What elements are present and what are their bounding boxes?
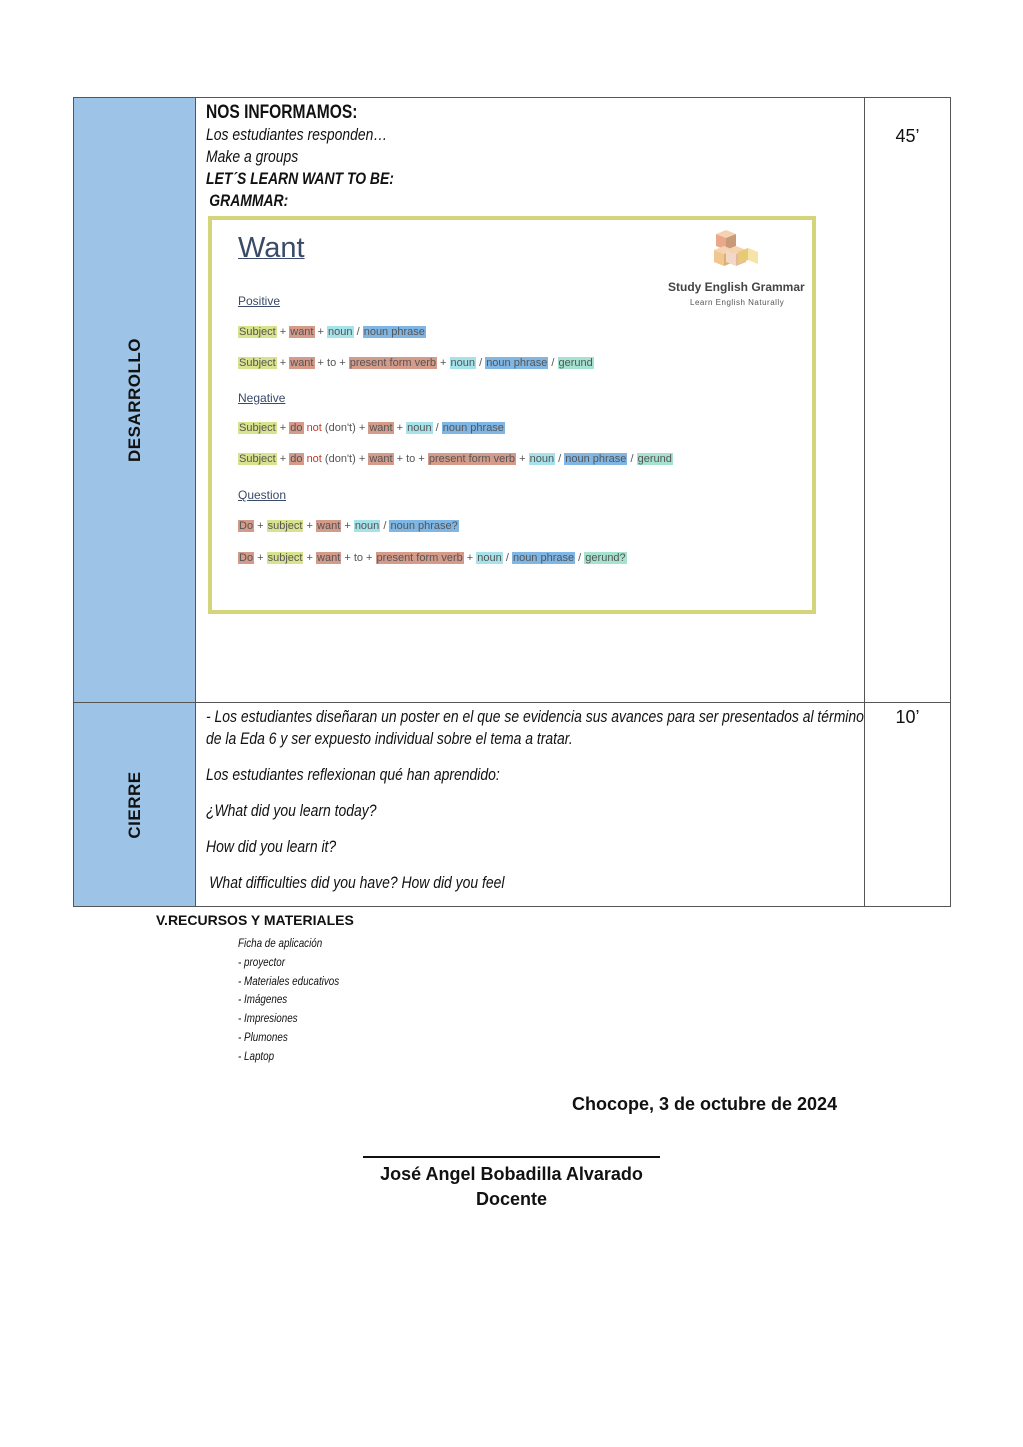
teacher-name: José Angel Bobadilla Alvarado <box>380 1164 643 1184</box>
brand-tagline: Learn English Naturally <box>690 298 785 307</box>
time-cell-cierre <box>865 703 951 907</box>
content-cell-cierre <box>196 703 865 907</box>
section-negative: Negative <box>238 391 286 405</box>
list-item: - Imágenes <box>238 992 288 1007</box>
formula-negative-2: Subject + do not (don't) + want + to + present form verb + noun / noun phrase / gerund <box>239 453 672 465</box>
content-cell-desarrollo <box>196 98 865 703</box>
row-cierre <box>74 703 951 907</box>
session-table <box>73 97 951 907</box>
phase-cell-cierre <box>74 703 196 907</box>
list-item: - Impresiones <box>238 1011 298 1026</box>
activity-line: Make a groups <box>206 147 299 166</box>
formula-negative-1: Subject + do not (don't) + want + noun / noun phrase <box>239 422 504 434</box>
place-date: Chocope, 3 de octubre de 2024 <box>572 1094 838 1114</box>
activity-line: Los estudiantes responden… <box>206 125 388 144</box>
formula-positive-1: Subject + want + noun / noun phrase <box>239 326 425 338</box>
time-cell-desarrollo <box>865 98 951 703</box>
list-item: - Materiales educativos <box>238 973 340 988</box>
cubes-logo-icon <box>712 228 762 276</box>
formula-question-1: Do + subject + want + noun / noun phrase? <box>239 520 458 532</box>
activity-line: Los estudiantes reflexionan qué han aprendido: <box>206 765 500 784</box>
phase-label-cierre: CIERRE <box>124 770 144 839</box>
phase-cell-desarrollo <box>74 98 196 703</box>
question-line: What difficulties did you have? How did you feel <box>209 873 505 892</box>
topic-line: LET´S LEARN WANT TO BE: <box>206 169 394 188</box>
list-item: - proyector <box>238 954 286 969</box>
activity-line: - Los estudiantes diseñaran un poster en el que se evidencia sus avances para ser presentados al término <box>206 707 864 726</box>
list-item: Ficha de aplicación <box>238 936 323 950</box>
row-desarrollo <box>74 98 951 703</box>
question-line: ¿What did you learn today? <box>206 801 377 820</box>
section-positive: Positive <box>238 294 281 308</box>
topic-line: GRAMMAR: <box>209 191 289 210</box>
time-value: 10’ <box>895 707 920 727</box>
grammar-title: Want <box>238 232 305 264</box>
question-line: How did you learn it? <box>206 837 337 856</box>
activity-line: de la Eda 6 y ser expuesto individual sobre el tema a tratar. <box>206 729 573 748</box>
time-value: 45’ <box>895 126 920 146</box>
formula-positive-2: Subject + want + to + present form verb + noun / noun phrase / gerund <box>239 357 593 369</box>
section-question: Question <box>238 488 287 502</box>
signature-line <box>363 1156 660 1158</box>
grammar-image <box>208 216 816 614</box>
resources-title: V.RECURSOS Y MATERIALES <box>156 912 354 928</box>
list-item: - Plumones <box>238 1029 288 1044</box>
list-item: - Laptop <box>238 1048 275 1063</box>
phase-label-desarrollo: DESARROLLO <box>124 338 144 462</box>
resources-list <box>238 934 361 1066</box>
teacher-role: Docente <box>475 1189 547 1209</box>
brand-name: Study English Grammar <box>668 280 805 294</box>
section-heading: NOS INFORMAMOS: <box>206 102 358 123</box>
formula-question-2: Do + subject + want + to + present form verb + noun / noun phrase / gerund? <box>239 552 626 564</box>
